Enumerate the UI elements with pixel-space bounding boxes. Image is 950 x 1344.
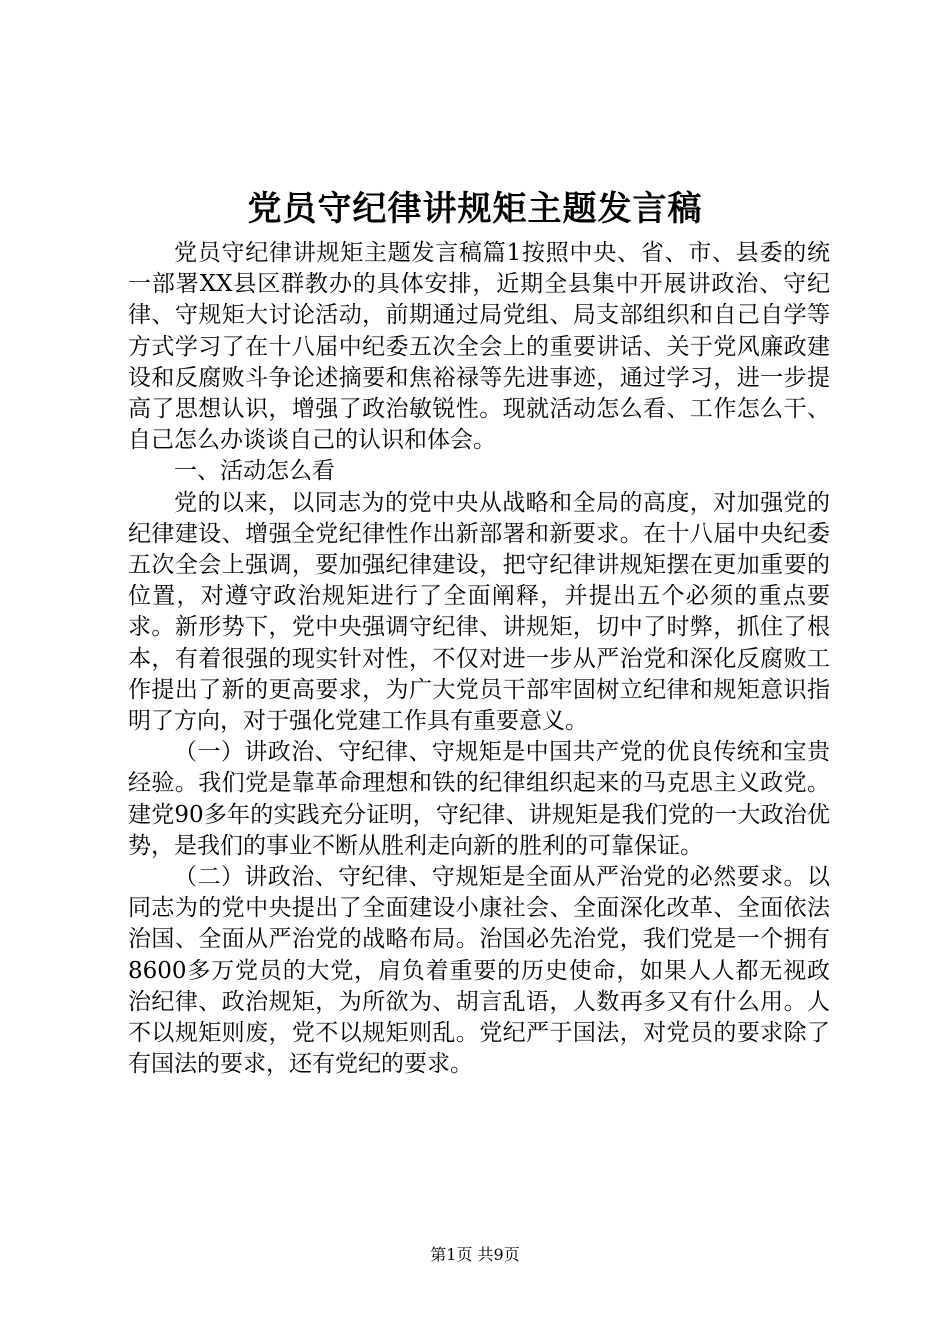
paragraph-point-two: （二）讲政治、守纪律、守规矩是全面从严治党的必然要求。以同志为的党中央提出了全面建设小康社会、全面深化改革、全面依法治国、全面从严治党的战略布局。治国必先治党，我们党是一个拥有8600多万党员的大党，肩负着重要的历史使命，如果人人都无视政治纪律、政治规矩，为所欲为、胡言乱语，人数再多又有什么用。人不以规矩则废，党不以规矩则乱。党纪严于国法，对党员的要求除了有国法的要求，还有党纪的要求。 xyxy=(128,864,830,1078)
paragraph-point-one: （一）讲政治、守纪律、守规矩是中国共产党的优良传统和宝贵经验。我们党是靠革命理想和铁的纪律组织起来的马克思主义政党。建党90多年的实践充分证明，守纪律、讲规矩是我们党的一大政治优势，是我们的事业不断从胜利走向新的胜利的可靠保证。 xyxy=(128,739,830,859)
document-title: 党员守纪律讲规矩主题发言稿 xyxy=(247,189,703,229)
section-heading: 一、活动怎么看 xyxy=(174,458,335,485)
paragraph-background: 党的以来，以同志为的党中央从战略和全局的高度，对加强党的纪律建设、增强全党纪律性作出新部署和新要求。在十八届中央纪委五次全会上强调，要加强纪律建设，把守纪律讲规矩摆在更加重要的位置，对遵守政治规矩进行了全面阐释，并提出五个必须的重点要求。新形势下，党中央强调守纪律、讲规矩，切中了时弊，抓住了根本，有着很强的现实针对性，不仅对进一步从严治党和深化反腐败工作提出了新的更高要求，为广大党员干部牢固树立纪律和规矩意识指明了方向，对于强化党建工作具有重要意义。 xyxy=(128,489,830,735)
document-body xyxy=(128,238,830,1080)
page-number-footer: 第1页 共9页 xyxy=(430,1245,520,1264)
paragraph-intro: 党员守纪律讲规矩主题发言稿篇1按照中央、省、市、县委的统一部署XX县区群教办的具体安排，近期全县集中开展讲政治、守纪律、守规矩大讨论活动，前期通过局党组、局支部组织和自己自学等方式学习了在十八届中纪委五次全会上的重要讲话、关于党风廉政建设和反腐败斗争论述摘要和焦裕禄等先进事迹，通过学习，进一步提高了思想认识，增强了政治敏锐性。现就活动怎么看、工作怎么干、自己怎么办谈谈自己的认识和体会。 xyxy=(128,240,830,454)
